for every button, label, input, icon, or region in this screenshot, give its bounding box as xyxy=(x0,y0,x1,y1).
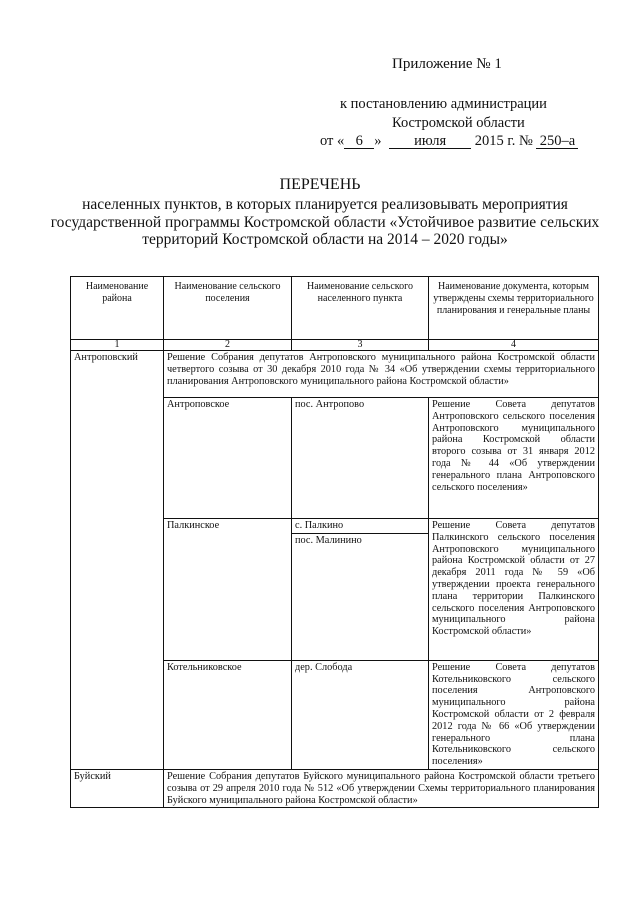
settlement-name: Палкинское xyxy=(164,519,292,661)
year-text: 2015 г. № xyxy=(474,133,533,149)
locality-name: дер. Слобода xyxy=(292,660,429,769)
district-planning-decision: Решение Собрания депутатов Антроповского муниципального района Костромской области четвертого созыва от 30 декабря 2010 года № 34 «Об утверждении схемы территориального планирования Антроповского муниципального района Костромской области» xyxy=(164,351,599,398)
resolution-date-line xyxy=(320,133,578,150)
column-header-district: Наименование района xyxy=(71,277,164,340)
locality-name: с. Палкино xyxy=(292,519,429,534)
column-number-row xyxy=(71,340,599,351)
column-header-document: Наименование документа, которым утверждены схемы территориального планирования и генеральные планы xyxy=(429,277,599,340)
resolution-reference: к постановлению администрации xyxy=(340,96,547,112)
settlement-name: Антроповское xyxy=(164,398,292,519)
district-name: Буйский xyxy=(71,769,164,807)
general-plan-document: Решение Совета депутатов Котельниковского сельского поселения Антроповского муниципального района Костромской области от 2 февраля 2012 года № 66 «Об утверждении генерального плана Котельниковского сельского поселения» xyxy=(429,660,599,769)
region-name: Костромской области xyxy=(392,115,525,131)
document-subtitle: населенных пунктов, в которых планируется реализовывать мероприятия государственной программы Костромской области «Устойчивое развитие сельских территорий Костромской области на 2014 – 2020 годы» xyxy=(50,196,600,248)
general-plan-document: Решение Совета депутатов Палкинского сельского поселения Антроповского муниципального района Костромской области от 27 декабря 2011 года № 59 «Об утверждении проекта генерального плана территории Палкинского сельского поселения Антроповского муниципального района Костромской области» xyxy=(429,519,599,661)
district-name: Антроповский xyxy=(71,351,164,770)
table-row xyxy=(71,351,599,398)
table-row xyxy=(71,769,599,807)
column-number: 3 xyxy=(292,340,429,351)
column-number: 2 xyxy=(164,340,292,351)
settlements-table xyxy=(70,276,599,808)
general-plan-document: Решение Совета депутатов Антроповского сельского поселения Антроповского муниципального района Костромской области второго созыва от 31 января 2012 года № 44 «Об утверждении генерального плана Антроповского сельского поселения» xyxy=(429,398,599,519)
resolution-number: 250–а xyxy=(536,134,578,149)
column-number: 4 xyxy=(429,340,599,351)
table-header-row xyxy=(71,277,599,340)
date-prefix: от « xyxy=(320,133,345,149)
column-number: 1 xyxy=(71,340,164,351)
appendix-label: Приложение № 1 xyxy=(392,56,502,72)
locality-name: пос. Антропово xyxy=(292,398,429,519)
document-title: ПЕРЕЧЕНЬ xyxy=(279,176,361,193)
district-planning-decision: Решение Собрания депутатов Буйского муниципального района Костромской области третьего созыва от 29 апреля 2010 года № 512 «Об утверждении Схемы территориального планирования Буйского муниципального района Костромской области» xyxy=(164,769,599,807)
resolution-month: июля xyxy=(389,134,471,149)
resolution-day: 6 xyxy=(344,134,374,149)
column-header-settlement: Наименование сельского поселения xyxy=(164,277,292,340)
date-mid: » xyxy=(374,133,382,149)
locality-name: пос. Малинино xyxy=(292,533,429,660)
settlement-name: Котельниковское xyxy=(164,660,292,769)
column-header-locality: Наименование сельского населенного пункта xyxy=(292,277,429,340)
